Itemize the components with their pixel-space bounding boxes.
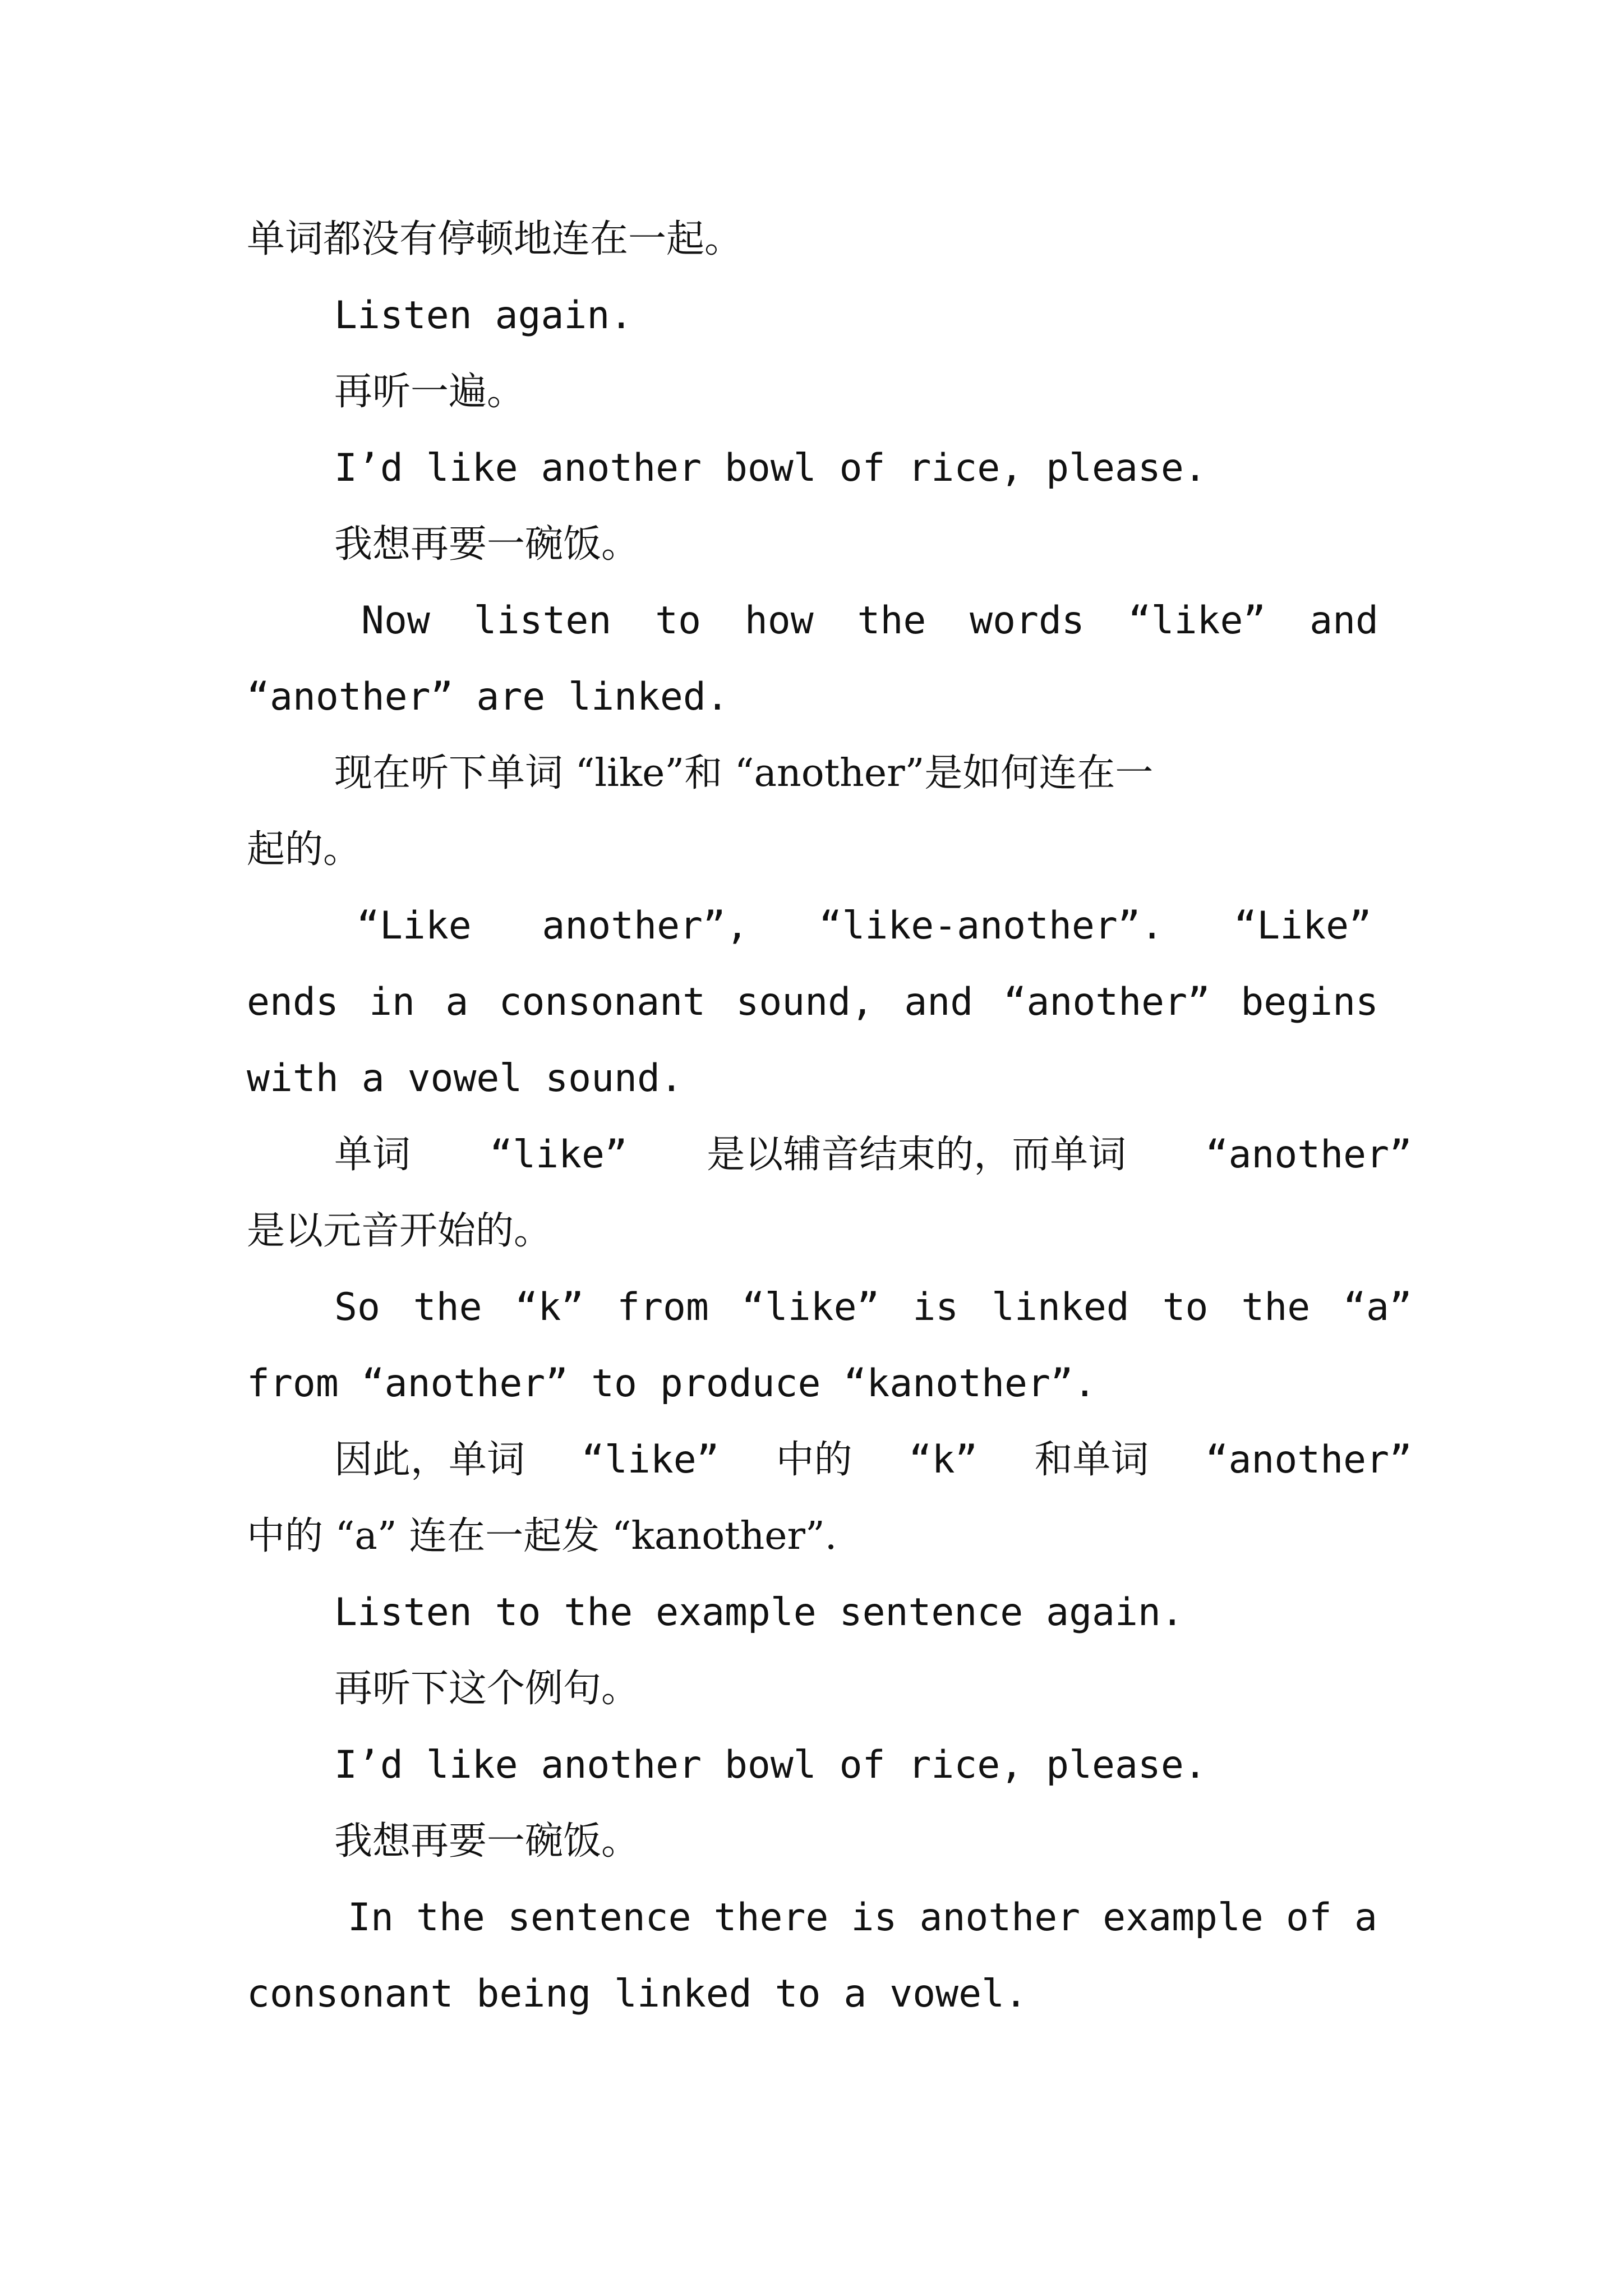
text-word: to	[1162, 1285, 1209, 1329]
text-line	[334, 1282, 1412, 1333]
text-word: and	[904, 980, 974, 1024]
text-line: I’d like another bowl of rice, please.	[334, 446, 1207, 490]
text-line: with a vowel sound.	[247, 1056, 683, 1101]
text-word: there	[713, 1895, 829, 1940]
text-word: sentence	[508, 1895, 691, 1940]
text-line: 中的 “a” 连在一起发 “kanother”.	[247, 1514, 837, 1558]
text-word: “Like”	[1234, 904, 1372, 948]
text-word: of	[1285, 1895, 1332, 1940]
text-word: “like”	[741, 1285, 880, 1329]
text-word: “k”	[909, 1438, 978, 1482]
text-line: 是以元音开始的。	[247, 1209, 552, 1253]
text-line	[247, 977, 1378, 1028]
text-word: In	[348, 1895, 394, 1940]
text-line: 现在听下单词 “like”和 “another”是如何连在一	[334, 751, 1154, 795]
text-word: 单词	[334, 1133, 411, 1177]
text-word: consonant	[499, 980, 706, 1024]
text-word: another	[919, 1895, 1081, 1940]
text-word: the	[1241, 1285, 1311, 1329]
text-word: ends	[247, 980, 339, 1024]
text-word: 是以辅音结束的，而单词	[707, 1133, 1127, 1177]
text-word: words	[970, 599, 1085, 643]
text-line: 再听一遍。	[334, 370, 525, 414]
text-word: and	[1310, 599, 1378, 643]
text-word: “another”	[1003, 980, 1210, 1024]
text-line	[334, 1130, 1412, 1180]
text-word: the	[416, 1895, 485, 1940]
text-word: is	[851, 1895, 897, 1940]
text-line: consonant being linked to a vowel.	[247, 1972, 1027, 2016]
text-word: example	[1103, 1895, 1264, 1940]
text-word: in	[369, 980, 415, 1024]
text-word: Now	[361, 599, 430, 643]
text-word: 中的	[776, 1438, 852, 1482]
text-word: listen	[473, 599, 612, 643]
text-line: 我想再要一碗饭。	[334, 1819, 640, 1864]
text-word: the	[413, 1285, 482, 1329]
text-line: 再听下这个例句。	[334, 1667, 640, 1711]
text-word: “like”	[1128, 599, 1266, 643]
text-line	[361, 596, 1378, 646]
text-word: 因此，单词	[334, 1438, 525, 1482]
text-word: linked	[992, 1285, 1129, 1329]
text-word: “another”	[1205, 1438, 1412, 1482]
text-word: So	[334, 1285, 380, 1329]
text-line: I’d like another bowl of rice, please.	[334, 1743, 1207, 1787]
text-line: 单词都没有停顿地连在一起。	[247, 217, 743, 261]
text-word: is	[912, 1285, 959, 1329]
text-word: “like”	[582, 1438, 720, 1482]
text-line: Listen again.	[334, 293, 633, 338]
text-word: “a”	[1343, 1285, 1412, 1329]
text-word: from	[617, 1285, 709, 1329]
text-word: “another”	[1205, 1133, 1412, 1177]
text-word: “Like	[357, 904, 472, 948]
text-word: sound,	[736, 980, 874, 1024]
text-word: how	[744, 599, 814, 643]
text-word: to	[655, 599, 702, 643]
text-word: “like-another”.	[819, 904, 1164, 948]
text-line: 起的。	[247, 827, 362, 872]
text-word: a	[445, 980, 469, 1024]
text-word: a	[1354, 1895, 1377, 1940]
text-line: Listen to the example sentence again.	[334, 1590, 1184, 1635]
text-line	[334, 1435, 1412, 1485]
text-line: from “another” to produce “kanother”.	[247, 1361, 1096, 1406]
text-line: “another” are linked.	[247, 675, 729, 719]
text-line	[357, 901, 1372, 951]
text-word: 和单词	[1034, 1438, 1149, 1482]
text-word: “k”	[515, 1285, 584, 1329]
text-word: the	[857, 599, 926, 643]
text-word: another”,	[542, 904, 749, 948]
text-word: begins	[1241, 980, 1378, 1024]
text-word: “like”	[490, 1133, 628, 1177]
text-line	[348, 1893, 1377, 1943]
text-line: 我想再要一碗饭。	[334, 522, 640, 567]
